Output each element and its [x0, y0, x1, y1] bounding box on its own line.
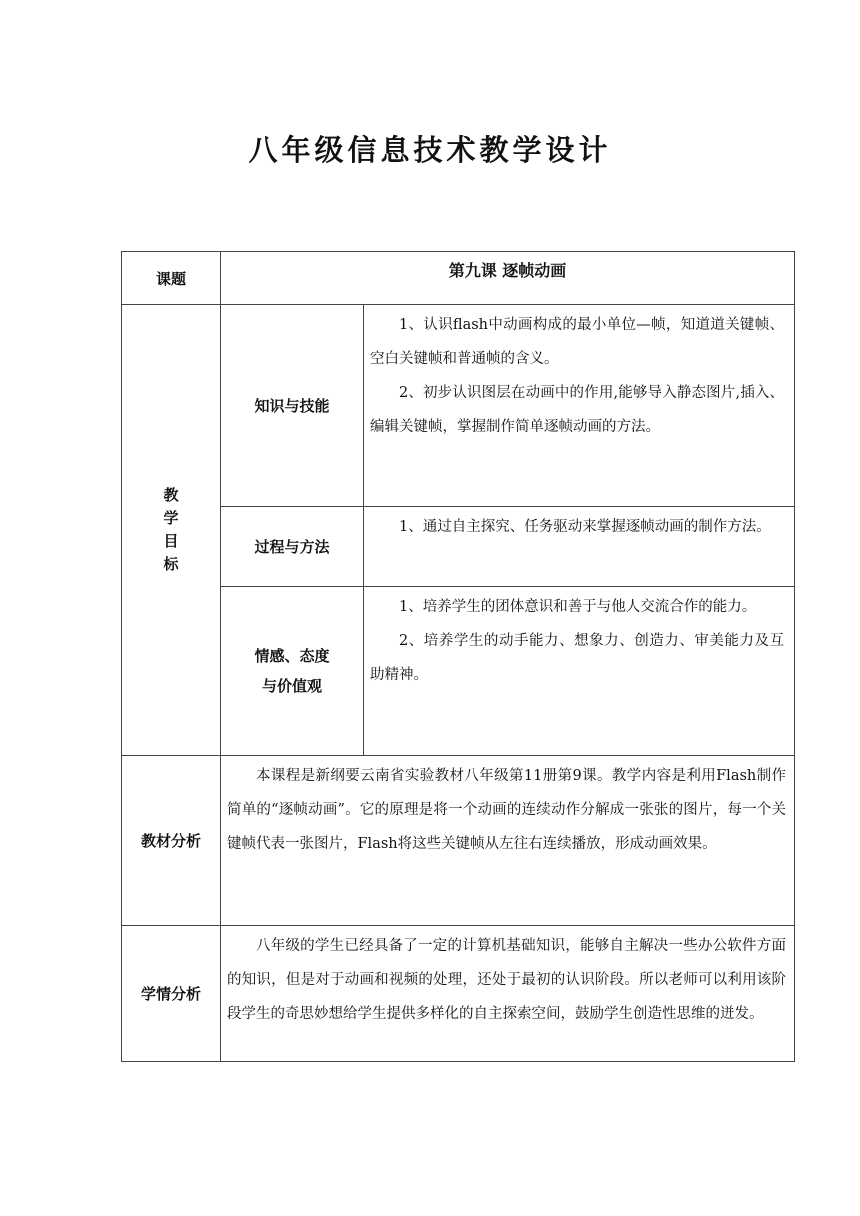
- objectives-label: 教学目标: [122, 305, 221, 756]
- lesson-plan-table: [121, 251, 795, 1062]
- objective-paragraph: 2、培养学生的动手能力、想象力、创造力、审美能力及互助精神。: [370, 633, 785, 683]
- objective-label-attitude: 情感、态度 与价值观: [221, 587, 364, 756]
- objective-content-process: [364, 507, 795, 587]
- topic-label: 课题: [122, 252, 221, 305]
- student-analysis-row: [122, 926, 795, 1062]
- objective-content-knowledge: [364, 305, 795, 507]
- lesson-title: 第九课 逐帧动画: [221, 252, 795, 305]
- objective-paragraph: 1、通过自主探究、任务驱动来掌握逐帧动画的制作方法。: [399, 519, 771, 535]
- objective-row-knowledge: [122, 305, 795, 507]
- objective-row-attitude: [122, 587, 795, 756]
- objective-label-knowledge: 知识与技能: [221, 305, 364, 507]
- student-analysis-label: 学情分析: [122, 926, 221, 1062]
- document-title: 八年级信息技术教学设计: [248, 133, 612, 167]
- student-analysis-content: 八年级的学生已经具备了一定的计算机基础知识，能够自主解决一些办公软件方面的知识，但是对于动画和视频的处理，还处于最初的认识阶段。所以老师可以利用该阶段学生的奇思妙想给学生提供多样化的自主探索空间，鼓励学生创造性思维的迸发。: [221, 926, 795, 1062]
- objective-paragraph: 2、初步认识图层在动画中的作用,能够导入静态图片,插入、编辑关键帧，掌握制作简单逐帧动画的方法。: [370, 385, 785, 435]
- objective-paragraph: 1、培养学生的团体意识和善于与他人交流合作的能力。: [399, 599, 757, 615]
- topic-row: [122, 252, 795, 305]
- textbook-analysis-row: [122, 756, 795, 926]
- objective-paragraph: 1、认识flash中动画构成的最小单位—帧，知道道关键帧、空白关键帧和普通帧的含义。: [370, 317, 785, 367]
- textbook-analysis-content: 本课程是新纲要云南省实验教材八年级第11册第9课。教学内容是利用Flash制作简单的“逐帧动画”。它的原理是将一个动画的连续动作分解成一张张的图片，每一个关键帧代表一张图片，Flash将这些关键帧从左往右连续播放，形成动画效果。: [221, 756, 795, 926]
- objective-row-process: [122, 507, 795, 587]
- objective-content-attitude: [364, 587, 795, 756]
- textbook-analysis-label: 教材分析: [122, 756, 221, 926]
- objective-label-process: 过程与方法: [221, 507, 364, 587]
